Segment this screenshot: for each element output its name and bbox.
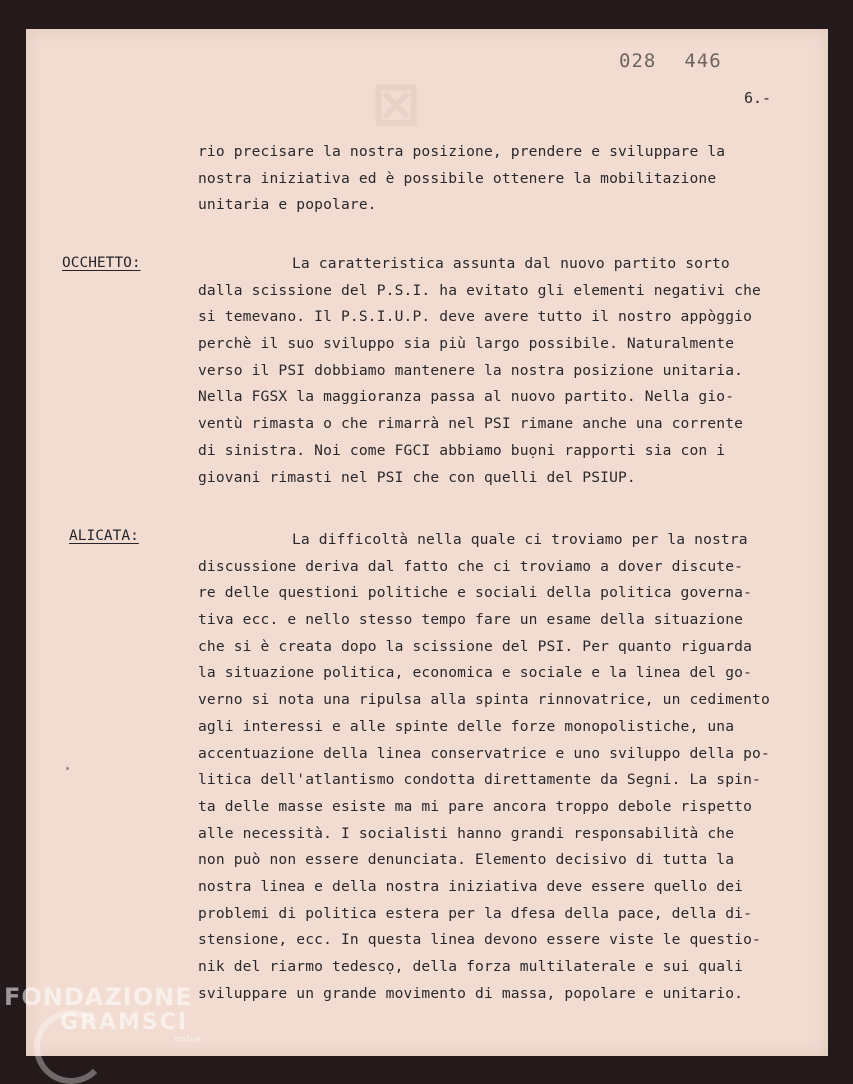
text-line: perchè il suo sviluppo sia più largo possibile. Naturalmente [198, 335, 735, 353]
text-line: stensione, ecc. In questa linea devono essere viste le questio- [198, 931, 761, 949]
typewritten-page [26, 29, 828, 1056]
text-line: agli interessi e alle spinte delle forze monopolistiche, una [198, 717, 735, 735]
text-line: litica dell'atlantismo condotta direttamente da Segni. La spin- [198, 771, 761, 789]
text-line: non può non essere denunciata. Elemento decisivo di tutta la [198, 851, 735, 869]
archive-stamp-number [619, 50, 722, 72]
text-line: la situazione politica, economica e sociale e la linea del go- [198, 664, 753, 682]
speaker-label-occhetto: OCCHETTO: [62, 255, 141, 271]
occhetto-paragraph [198, 251, 761, 491]
text-line: accentuazione della linea conservatrice e uno sviluppo della po- [198, 744, 770, 762]
text-line: rio precisare la nostra posizione, prendere e sviluppare la [198, 143, 726, 160]
text-line: giovani rimasti nel PSI che con quelli del PSIUP. [198, 468, 636, 486]
text-line: verso il PSI dobbiamo mantenere la nostra posizione unitaria. [198, 361, 744, 379]
stamp-number-left: 028 [619, 50, 657, 72]
speaker-label-alicata: ALICATA: [69, 528, 139, 544]
text-line: sviluppare un grande movimento di massa, popolare e unitario. [198, 984, 744, 1002]
text-line: discussione deriva dal fatto che ci troviamo a dover discute- [198, 557, 744, 575]
text-line: nostra iniziativa ed è possibile ottenere la mobilitazione [198, 169, 717, 187]
text-line: re delle questioni politiche e sociali della politica governa- [198, 584, 753, 602]
text-line: si temevano. Il P.S.I.U.P. deve avere tutto il nostro appòggio [198, 308, 753, 326]
intro-paragraph [198, 139, 725, 219]
text-line: La caratteristica assunta dal nuovo partito sorto [292, 255, 730, 272]
paper-speck [66, 767, 69, 770]
text-line: ventù rimasta o che rimarrà nel PSI rimane anche una corrente [198, 415, 744, 433]
text-line: di sinistra. Noi come FGCI abbiamo buọni rapporti sia con i [198, 441, 726, 459]
text-line: nik del riarmo tedescọ, della forza multilaterale e sui quali [198, 958, 744, 975]
text-line: ta delle masse esiste ma mi pare ancora troppo debole rispetto [198, 797, 753, 815]
text-line: verno si nota una ripulsa alla spinta rinnovatrice, un cedimento [198, 691, 770, 709]
page-number: 6.- [744, 89, 772, 107]
text-line: dalla scissione del P.S.I. ha evitato gli elementi negativi che [198, 281, 761, 299]
fondazione-gramsci-watermark [4, 985, 201, 1045]
watermark-line-1: FONDAZIONE [4, 983, 193, 1011]
watermark-line-3: onlus [174, 1035, 202, 1045]
text-line: che si è creata dopo la scissione del PSI. Per quanto riguarda [198, 637, 753, 655]
text-line: La difficoltà nella quale ci troviamo per la nostra [292, 531, 748, 548]
text-line: tiva ecc. e nello stesso tempo fare un esame della situazione [198, 611, 744, 629]
watermark-line-2: GRAMSCI [60, 1010, 189, 1035]
text-line: alle necessità. I socialisti hanno grandi responsabilità che [198, 824, 735, 842]
faint-stamp-mark: ⊠ [371, 69, 422, 139]
alicata-paragraph [198, 527, 770, 1007]
stamp-number-right: 446 [684, 50, 722, 72]
text-line: unitaria e popolare. [198, 196, 377, 214]
text-line: nostra linea e della nostra iniziativa deve essere quello dei [198, 877, 744, 895]
text-line: problemi di politica estera per la dfesa della pace, della di- [198, 904, 753, 922]
text-line: Nella FGSX la maggioranza passa al nuovo partito. Nella gio- [198, 388, 735, 406]
